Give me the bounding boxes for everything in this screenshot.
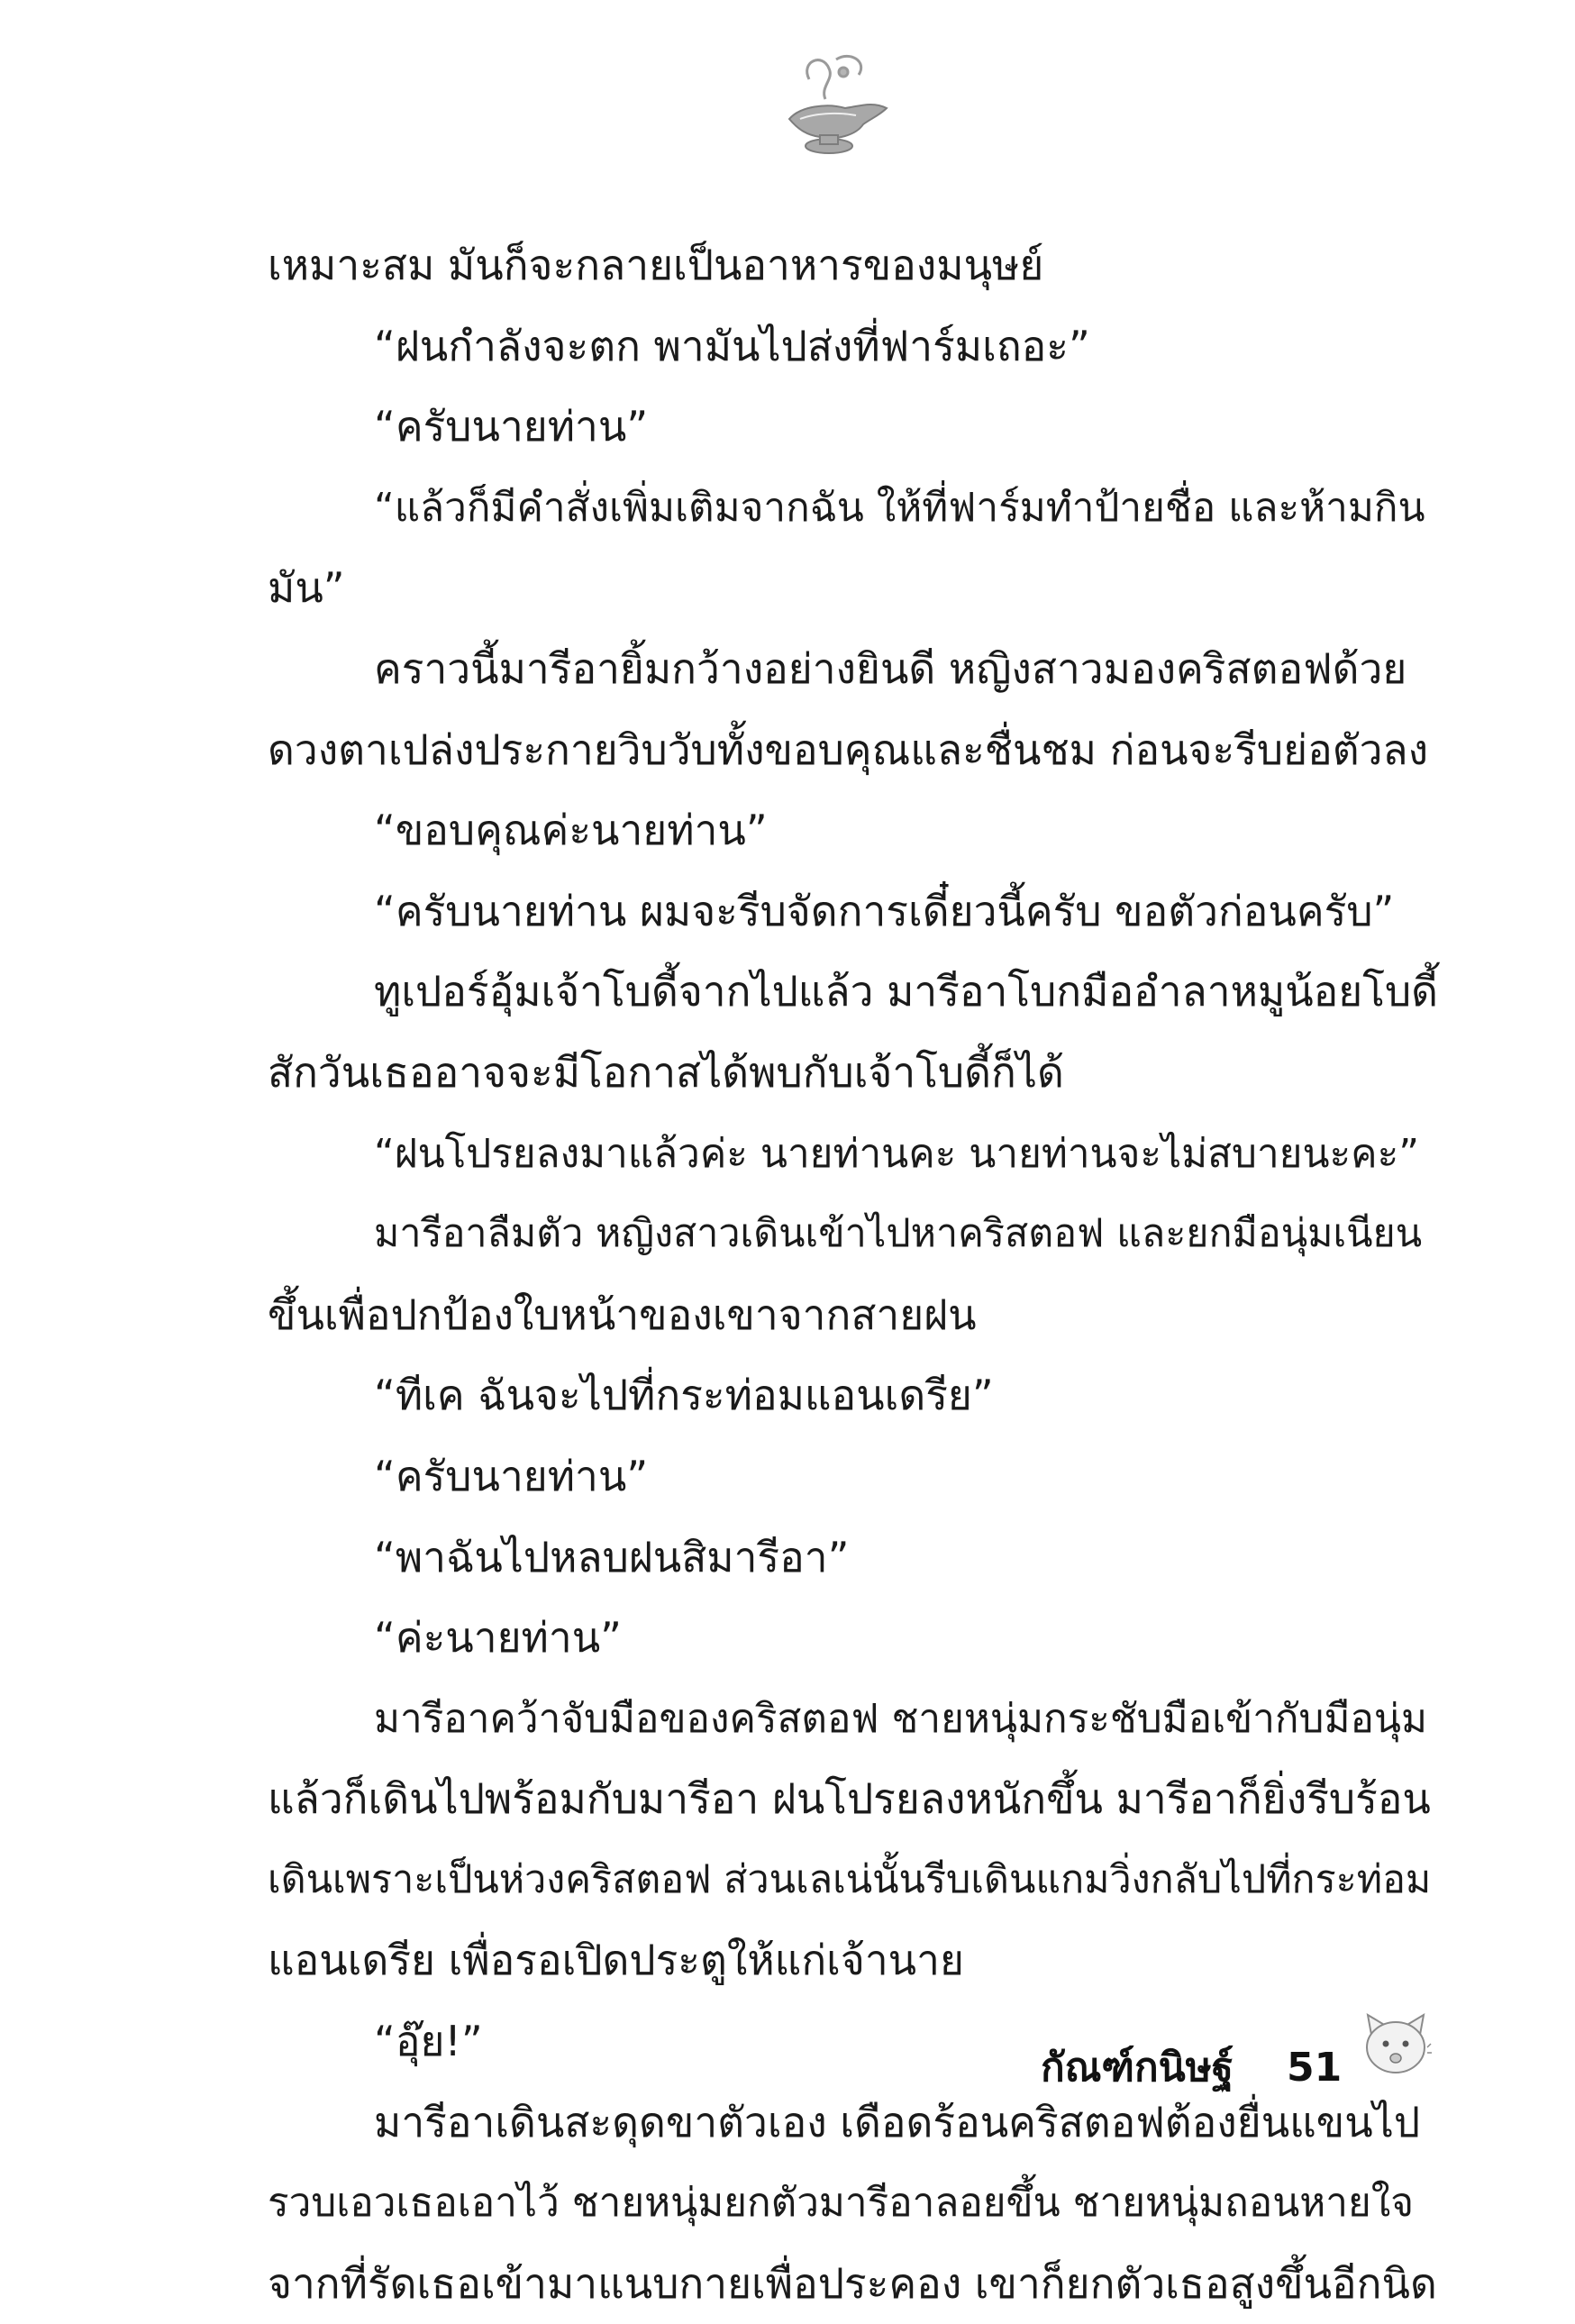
text-line: “ฝนโปรยลงมาแล้วค่ะ นายท่านคะ นายท่านจะไม่สบายนะคะ” <box>374 1130 1420 1177</box>
text-line: “ค่ะนายท่าน” <box>374 1613 622 1663</box>
text-line: จากที่รัดเธอเข้ามาแนบกายเพื่อประคอง เขาก็ยกตัวเธอสูงขึ้นอีกนิด <box>268 2258 1437 2308</box>
text-line: “ครับนายท่าน” <box>374 402 649 451</box>
text-line: “ครับนายท่าน ผมจะรีบจัดการเดี๋ยวนี้ครับ ขอตัวก่อนครับ” <box>374 886 1395 935</box>
text-line: เดินเพราะเป็นห่วงคริสตอฟ ส่วนเลเน่นั้นรีบเดินแกมวิ่งกลับไปที่กระท่อม <box>268 1856 1432 1902</box>
text-line: “แล้วก็มีคำสั่งเพิ่มเติมจากฉัน ให้ที่ฟาร์มทำป้ายชื่อ และห้ามกิน <box>374 484 1425 531</box>
text-line: เหมาะสม มันก็จะกลายเป็นอาหารของมนุษย์ <box>268 241 1044 289</box>
text-line: “ครับนายท่าน” <box>374 1451 649 1500</box>
author-name: กัณฑ์กนิษฐ์ <box>1041 2045 1234 2091</box>
text-line: ทูเปอร์อุ้มเจ้าโบดี้จากไปแล้ว มารีอาโบกมืออำลาหมูน้อยโบดี้ <box>374 967 1439 1016</box>
text-line: “ขอบคุณค่ะนายท่าน” <box>374 806 768 855</box>
story-text <box>268 225 1439 2324</box>
text-line: สักวันเธออาจจะมีโอกาสได้พบกับเจ้าโบดี้ก็ได้ <box>268 1047 1064 1097</box>
text-line: มัน” <box>268 563 345 613</box>
text-line: แล้วก็เดินไปพร้อมกับมารีอา ฝนโปรยลงหนักขึ้น มารีอาก็ยิ่งรีบร้อน <box>268 1774 1431 1824</box>
cat-face-icon <box>1359 2008 1433 2082</box>
text-line: แอนเดรีย เพื่อรอเปิดประตูให้แก่เจ้านาย <box>268 1936 964 1985</box>
text-line: รวบเอวเธอเอาไว้ ชายหนุ่มยกตัวมารีอาลอยขึ้น ชายหนุ่มถอนหายใจ <box>268 2180 1415 2227</box>
text-line: ดวงตาเปล่งประกายวิบวับทั้งขอบคุณและชื่นชม ก่อนจะรีบย่อตัวลง <box>268 725 1429 774</box>
text-line: มารีอาลืมตัว หญิงสาวเดินเข้าไปหาคริสตอฟ และยกมือนุ่มเนียน <box>374 1211 1423 1257</box>
text-line: มารีอาเดินสะดุดขาตัวเอง เดือดร้อนคริสตอฟต้องยื่นแขนไป <box>374 2097 1421 2146</box>
text-line: คราวนี้มารีอายิ้มกว้างอย่างยินดี หญิงสาวมองคริสตอฟด้วย <box>374 643 1407 693</box>
text-line: “อุ๊ย!” <box>374 2017 483 2066</box>
page-number: 51 <box>1287 2045 1343 2091</box>
text-line: “พาฉันไปหลบฝนสิมารีอา” <box>374 1532 850 1581</box>
text-line: “ทีเค ฉันจะไปที่กระท่อมแอนเดรีย” <box>374 1371 994 1420</box>
text-line: มารีอาคว้าจับมือของคริสตอฟ ชายหนุ่มกระชับมือเข้ากับมือนุ่ม <box>374 1695 1427 1742</box>
genie-lamp-icon <box>773 52 899 159</box>
text-line: ขึ้นเพื่อปกป้องใบหน้าของเขาจากสายฝน <box>268 1290 977 1339</box>
text-line: “ฝนกำลังจะตก พามันไปส่งที่ฟาร์มเถอะ” <box>374 321 1090 370</box>
